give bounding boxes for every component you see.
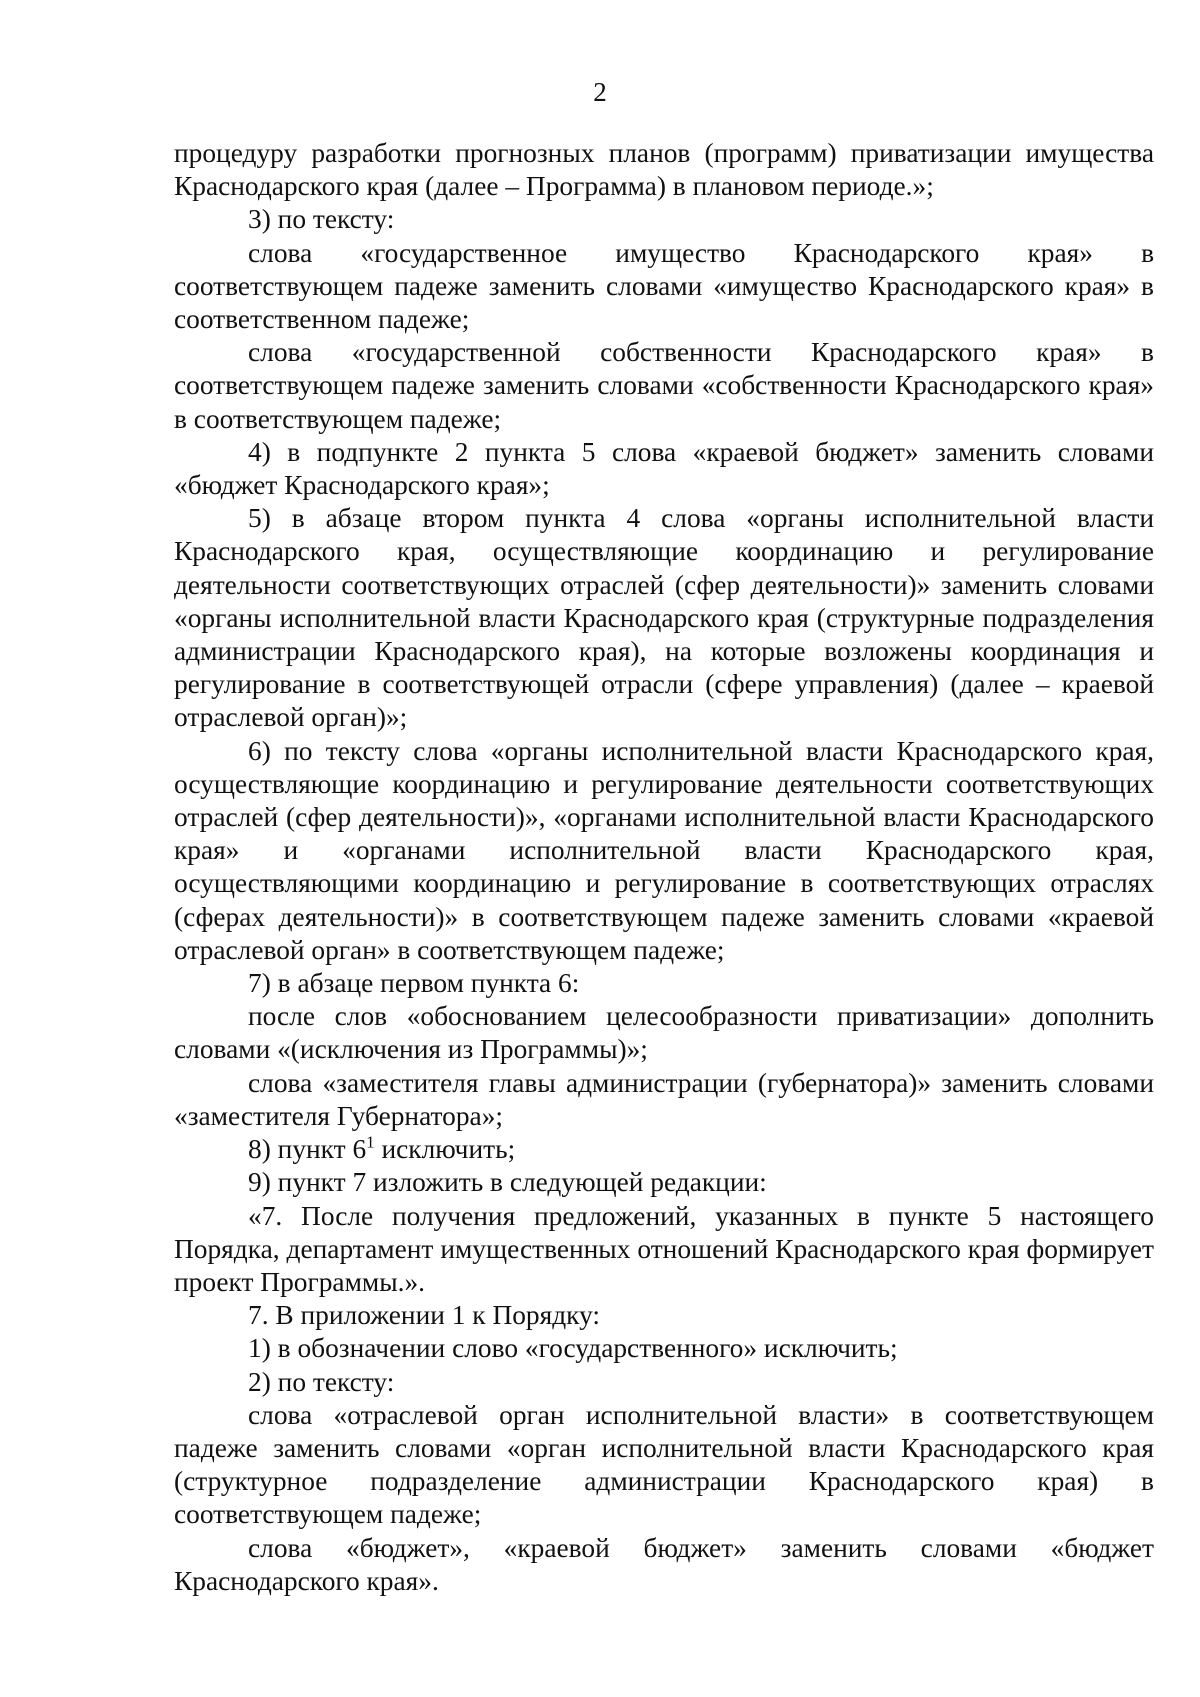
paragraph-section-7-item-2-words-1: слова «отраслевой орган исполнительной власти» в соответствующем падеже заменить словами «орган исполнительной власти Краснодарского края (структурное подразделение администрации Краснодарского края) в соответствующем падеже; [174,1399,1154,1530]
paragraph-item-7-after-words: после слов «обоснованием целесообразности приватизации» дополнить словами «(исключения из Программы)»; [174,1001,1154,1065]
page-number: 2 [593,77,607,107]
paragraph-section-7-item-2-words-2: слова «бюджет», «краевой бюджет» заменить словами «бюджет Краснодарского края». [174,1532,1154,1596]
paragraph-section-7-item-1: 1) в обозначении слово «государственного» исключить; [248,1333,898,1364]
paragraph-item-3-words-1: слова «государственное имущество Краснодарского края» в соответствующем падеже заменить словами «имущество Краснодарского края» в соответственном падеже; [174,237,1154,335]
document-body [174,137,1154,1598]
paragraph-item-3-words-2: слова «государственной собственности Краснодарского края» в соответствующем падеже заменить словами «собственности Краснодарского края» в соответствующем падеже; [174,337,1154,434]
paragraph-item-9: 9) пункт 7 изложить в следующей редакции: [248,1167,767,1198]
paragraph-item-4: 4) в подпункте 2 пункта 5 слова «краевой бюджет» заменить словами «бюджет Краснодарского края»; [174,436,1154,501]
paragraph-item-9-new-text: «7. После получения предложений, указанных в пункте 5 настоящего Порядка, департамент имущественных отношений Краснодарского края формирует проект Программы.». [174,1200,1154,1297]
superscript-index: 1 [366,1132,375,1152]
paragraph-continuation: процедуру разработки прогнозных планов (программ) приватизации имущества Краснодарского края (далее – Программа) в плановом периоде.»; [174,138,1154,202]
paragraph-item-8-tail: исключить; [374,1134,516,1165]
paragraph-item-5: 5) в абзаце втором пункта 4 слова «органы исполнительной власти Краснодарского края, осуществляющие координацию и регулирование деятельности соответствующих отраслей (сфер деятельности)» заменить словами «органы исполнительной власти Краснодарского края (структурные подразделения администрации Краснодарского края), на которые возложены координация и регулирование в соответствующей отрасли (сфере управления) (далее – краевой отраслевой орган)»; [174,503,1154,733]
paragraph-item-8-lead: 8) пункт 6 [248,1134,367,1165]
paragraph-item-7: 7) в абзаце первом пункта 6: [248,968,580,999]
paragraph-item-7-replace-words: слова «заместителя главы администрации (губернатора)» заменить словами «заместителя Губернатора»; [174,1067,1154,1131]
paragraph-section-7: 7. В приложении 1 к Порядку: [248,1300,601,1331]
paragraph-section-7-item-2: 2) по тексту: [248,1366,395,1397]
paragraph-item-6: 6) по тексту слова «органы исполнительной власти Краснодарского края, осуществляющие координацию и регулирование деятельности соответствующих отраслей (сфер деятельности)», «органами исполнительной власти Краснодарского края» и «органами исполнительной власти Краснодарского края, осуществляющими координацию и регулирование в соответствующих отраслях (сферах деятельности)» в соответствующем падеже заменить словами «краевой отраслевой орган» в соответствующем падеже; [174,735,1154,965]
paragraph-item-8 [174,1133,1154,1166]
paragraph-item-3: 3) по тексту: [248,204,395,235]
